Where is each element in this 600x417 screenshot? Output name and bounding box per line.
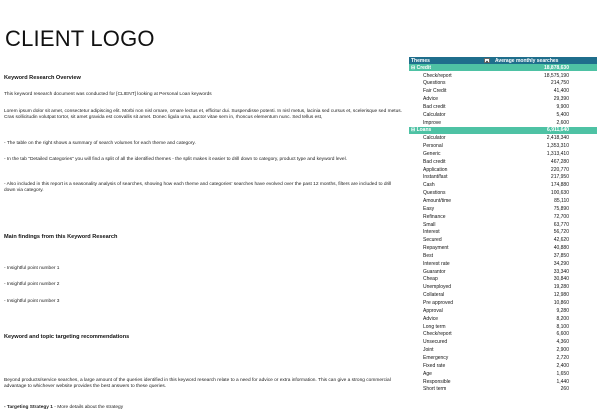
row-label: Improve: [423, 119, 442, 126]
pivot-group-credit[interactable]: [409, 64, 597, 71]
row-value: 6,600: [556, 331, 569, 338]
row-label: Joint: [423, 347, 434, 354]
row-label: Bad credit: [423, 104, 446, 110]
row-value: 2,400: [556, 362, 569, 369]
group-label: ⊟ Loans: [411, 127, 432, 134]
row-label: Guarantor: [423, 268, 446, 275]
row-label: Check/report: [423, 72, 452, 79]
pivot-row[interactable]: [409, 275, 597, 283]
dropdown-filter-icon[interactable]: ▾: [485, 58, 488, 64]
row-label: Advice: [423, 96, 439, 103]
pivot-row[interactable]: [409, 338, 597, 346]
row-label: Approval: [423, 307, 443, 314]
row-label: Short term: [423, 386, 447, 393]
row-value: 30,840: [553, 276, 569, 283]
bullet-seasonality: - Also included in this report is a seasonality analysis of searches, showing how each theme and categories' searches have evolved over the past 12 months, filters are included to drill down via category.: [4, 182, 392, 193]
insight-1: - Insightful point number 1: [4, 266, 60, 271]
row-value: 19,280: [553, 284, 569, 291]
row-label: Pre approved: [423, 300, 454, 306]
row-value: 33,340: [553, 268, 569, 275]
row-label: Interest rate: [423, 260, 450, 267]
row-value: 8,200: [556, 315, 569, 322]
pivot-row[interactable]: [409, 111, 597, 119]
client-logo: CLIENT LOGO: [5, 26, 155, 51]
row-value: 9,900: [556, 104, 569, 110]
pivot-row[interactable]: [409, 346, 597, 354]
pivot-group-loans[interactable]: [409, 127, 597, 134]
pivot-row[interactable]: [409, 291, 597, 299]
insight-2: - Insightful point number 2: [4, 282, 60, 287]
row-label: Easy: [423, 205, 435, 212]
pivot-row[interactable]: [409, 370, 597, 378]
pivot-row[interactable]: [409, 260, 597, 268]
pivot-row[interactable]: [409, 79, 597, 87]
pivot-row[interactable]: [409, 95, 597, 103]
lorem-paragraph: Lorem ipsum dolor sit amet, consectetur adipiscing elit. Morbi non nisl ornare, ornare lectus et, efficitur dui. Suspendisse potenti. In nisl metus, lacinia sed cursus et, scelerisque sed metus. Cras sollicitudin volutpat tortor, sit amet gravida est convallis sit amet. Donec ligula urna, auctor vitae sem in, rhoncus elementum nunc. Sed tellus est,: [4, 109, 402, 120]
pivot-row[interactable]: [409, 72, 597, 80]
row-value: 56,720: [553, 229, 569, 236]
bullet-tab: - In the tab "Detailed Categories" you will find a split of all the identified themes - the split makes it easier to drill down to category, product type and keyword level.: [4, 157, 348, 162]
strategy-label: - Targeting Strategy 1: [4, 405, 53, 410]
row-value: 220,770: [550, 166, 569, 173]
targeting-heading: Keyword and topic targeting recommendations: [4, 334, 130, 340]
pivot-row[interactable]: [409, 197, 597, 205]
row-label: Repayment: [423, 245, 449, 252]
row-label: Unemployed: [423, 284, 452, 291]
pivot-row[interactable]: [409, 354, 597, 362]
row-value: 63,770: [553, 221, 569, 228]
row-label: Responsible: [423, 378, 451, 385]
pivot-row[interactable]: [409, 385, 597, 393]
row-value: 85,110: [554, 197, 569, 204]
pivot-row[interactable]: [409, 134, 597, 142]
row-label: Best: [423, 252, 434, 259]
pivot-row[interactable]: [409, 315, 597, 323]
row-label: Long term: [423, 323, 446, 330]
row-label: Application: [423, 166, 448, 173]
row-value: 260: [560, 386, 569, 393]
pivot-row[interactable]: [409, 244, 597, 252]
pivot-row[interactable]: [409, 378, 597, 386]
row-value: 4,360: [556, 339, 569, 346]
row-label: Advice: [423, 315, 439, 322]
pivot-row[interactable]: [409, 189, 597, 197]
row-label: Small: [423, 221, 436, 228]
row-value: 2,418,340: [546, 135, 569, 142]
pivot-row[interactable]: [409, 87, 597, 95]
row-label: Personal: [423, 143, 443, 149]
row-label: Calculator: [423, 135, 446, 142]
row-value: 2,600: [556, 119, 569, 126]
row-value: 174,880: [550, 182, 569, 189]
row-label: Refinance: [423, 213, 446, 220]
pivot-row[interactable]: [409, 181, 597, 189]
pivot-row[interactable]: [409, 150, 597, 158]
pivot-row[interactable]: [409, 221, 597, 229]
row-value: 42,620: [553, 237, 569, 244]
row-label: Bad credit: [423, 158, 446, 165]
row-value: 467,280: [550, 158, 569, 165]
targeting-strategy: [4, 405, 402, 411]
row-value: 1,440: [556, 378, 569, 385]
row-value: 2,720: [556, 354, 569, 361]
group-label: ⊟ Credit: [411, 64, 432, 71]
row-value: 5,400: [556, 111, 569, 118]
pivot-row[interactable]: [409, 283, 597, 291]
row-value: 1,650: [556, 370, 569, 377]
row-label: Secured: [423, 237, 442, 244]
row-label: Amount/time: [423, 197, 452, 204]
group-total: 18,878,630: [543, 64, 569, 71]
strategy-text: - More details about the strategy: [52, 405, 124, 410]
pivot-row[interactable]: [409, 103, 597, 111]
pivot-row[interactable]: [409, 158, 597, 166]
header-volume: Average monthly searches: [495, 57, 559, 64]
row-value: 2,900: [556, 347, 569, 354]
row-value: 217,950: [550, 174, 569, 181]
row-value: 8,100: [556, 323, 569, 330]
insight-3: - Insightful point number 3: [4, 299, 60, 304]
row-value: 214,750: [550, 80, 569, 87]
row-label: Questions: [423, 190, 446, 197]
row-value: 72,700: [553, 213, 569, 220]
row-label: Check/report: [423, 331, 452, 338]
pivot-header: [409, 57, 597, 64]
pivot-row[interactable]: [409, 307, 597, 315]
pivot-row[interactable]: [409, 362, 597, 370]
pivot-row[interactable]: [409, 323, 597, 331]
row-label: Emergency: [423, 354, 449, 361]
row-label: Unsecured: [423, 339, 448, 346]
pivot-row[interactable]: [409, 166, 597, 174]
row-label: Cash: [423, 182, 435, 189]
row-value: 29,390: [553, 96, 569, 103]
pivot-row[interactable]: [409, 173, 597, 181]
row-label: Instant/fast: [423, 174, 448, 181]
bullet-table: - The table on the right shows a summary of search volumes for each theme and category.: [4, 141, 196, 146]
targeting-paragraph: Beyond products/service searches, a large amount of the queries identified in this keyword research relate to a need for advice or extra information. This can give a strong commercial advantage to whichever website provides the best answers to these queries.: [4, 378, 391, 389]
pivot-row[interactable]: [409, 268, 597, 276]
findings-heading: Main findings from this Keyword Research: [4, 234, 118, 240]
row-value: 10,860: [553, 300, 569, 306]
row-value: 18,575,190: [543, 72, 569, 79]
row-value: 34,290: [553, 260, 569, 267]
row-label: Cheap: [423, 276, 438, 283]
row-label: Generic: [423, 150, 441, 157]
overview-intro: This keyword research document was conducted for [CLIENT] looking at Personal Loan keywords: [4, 92, 212, 97]
pivot-row[interactable]: [409, 119, 597, 127]
row-value: 100,630: [550, 190, 569, 197]
row-value: 1,313,410: [546, 150, 569, 157]
row-value: 9,280: [556, 307, 569, 314]
pivot-row[interactable]: [409, 330, 597, 338]
pivot-row[interactable]: [409, 205, 597, 213]
row-label: Fixed rate: [423, 362, 446, 369]
row-label: Collateral: [423, 292, 445, 299]
header-themes[interactable]: Themes: [411, 57, 430, 64]
pivot-row[interactable]: [409, 252, 597, 260]
row-value: 40,880: [553, 245, 569, 252]
pivot-row[interactable]: [409, 213, 597, 221]
pivot-row[interactable]: [409, 228, 597, 236]
pivot-row[interactable]: [409, 142, 597, 150]
row-value: 12,980: [553, 292, 569, 299]
row-value: 41,400: [553, 88, 569, 95]
row-label: Fair Credit: [423, 88, 447, 95]
overview-heading: Keyword Research Overview: [4, 75, 81, 81]
group-total: 6,911,640: [547, 127, 569, 134]
row-label: Age: [423, 370, 432, 377]
row-label: Interest: [423, 229, 440, 236]
row-label: Questions: [423, 80, 446, 87]
pivot-row[interactable]: [409, 236, 597, 244]
row-label: Calculator: [423, 111, 446, 118]
row-value: 1,353,310: [546, 143, 569, 149]
row-value: 75,890: [553, 205, 569, 212]
row-value: 37,850: [553, 252, 569, 259]
pivot-row[interactable]: [409, 299, 597, 307]
